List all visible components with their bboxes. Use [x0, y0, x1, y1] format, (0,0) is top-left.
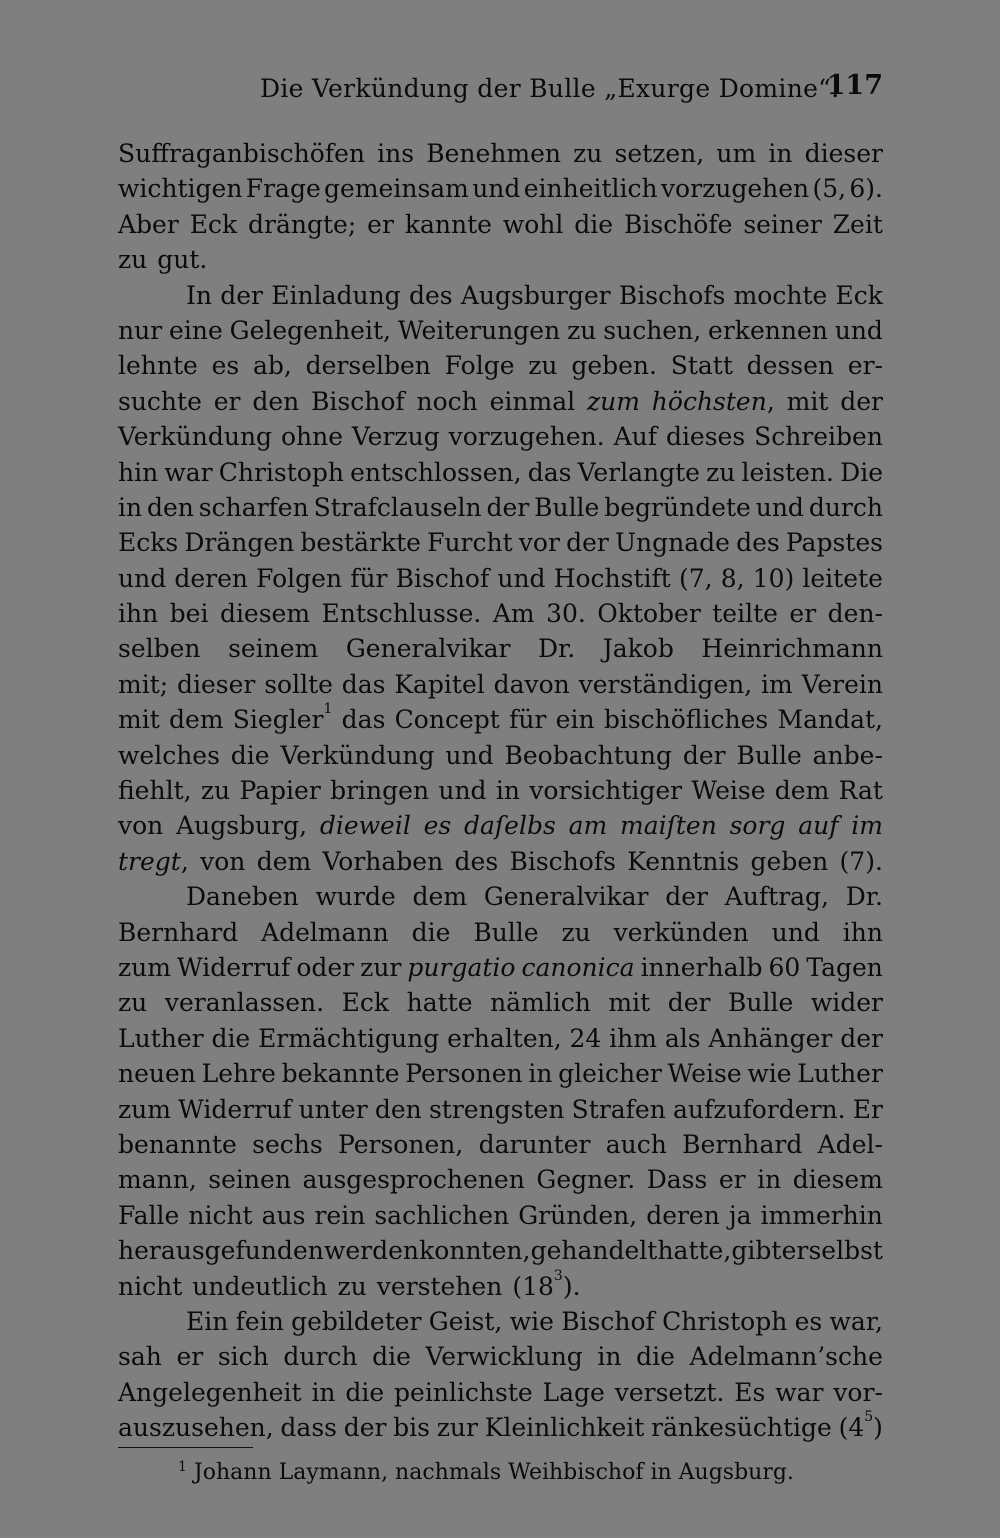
- text-line: mann, seinen ausgesprochenen Gegner. Dass er in diesem: [118, 1165, 883, 1195]
- footnote-marker: 1: [178, 1459, 187, 1475]
- body-text: [118, 136, 883, 1445]
- text-line: neuen Lehre bekannte Personen in gleicher Weise wie Luther: [118, 1059, 883, 1089]
- text-line: selben seinem Generalvikar Dr. Jakob Heinrichmann: [118, 634, 883, 664]
- text-line: tregt, von dem Vorhaben des Bischofs Kenntnis geben (7).: [118, 846, 883, 876]
- text-line: zu gut.: [118, 245, 208, 275]
- text-line: wichtigen Frage gemeinsam und einheitlich vorzugehen (5, 6).: [118, 174, 883, 204]
- text-line: Luther die Ermächtigung erhalten, 24 ihm als Anhänger der: [118, 1023, 883, 1053]
- text-line: Angelegenheit in die peinlichste Lage versetzt. Es war vor-: [118, 1377, 883, 1407]
- text-line: Ecks Drängen bestärkte Furcht vor der Ungnade des Papstes: [118, 528, 883, 558]
- text-line: von Augsburg, dieweil es daſelbs am maiſten sorg auf im: [118, 811, 883, 841]
- page-number: 117: [826, 70, 883, 101]
- text-line: Aber Eck drängte; er kannte wohl die Bischöfe seiner Zeit: [118, 209, 883, 239]
- footnote-separator: [118, 1447, 253, 1448]
- text-line: fiehlt, zu Papier bringen und in vorsichtiger Weise dem Rat: [118, 776, 883, 806]
- text-line: Ein fein gebildeter Geist, wie Bischof Christoph es war,: [186, 1306, 883, 1336]
- text-line: Suffraganbischöfen ins Benehmen zu setzen, um in dieser: [118, 139, 883, 168]
- footnote: [178, 1460, 794, 1485]
- text-line: zu veranlassen. Eck hatte nämlich mit der Bulle wider: [118, 988, 883, 1018]
- text-line: sah er sich durch die Verwicklung in die Adelmann’sche: [118, 1342, 883, 1372]
- text-line: ihn bei diesem Entschlusse. Am 30. Oktober teilte er den-: [118, 599, 883, 629]
- text-line: mit dem Siegler$^1$ das Concept für ein bischöfliches Mandat,: [118, 701, 883, 735]
- text-line: auszusehen, dass der bis zur Kleinlichkeit ränkesüchtige $(4^5)$: [118, 1409, 883, 1443]
- text-line: in den scharfen Strafclauseln der Bulle begründete und durch: [118, 492, 883, 522]
- running-title: Die Verkündung der Bulle „Exurge Domine“.: [260, 74, 840, 103]
- text-line: lehnte es ab, derselben Folge zu geben. Statt dessen er-: [118, 351, 883, 381]
- footnote-text: Johann Laymann, nachmals Weihbischof in Augsburg.: [193, 1460, 794, 1485]
- text-line: Bernhard Adelmann die Bulle zu verkünden und ihn: [118, 917, 883, 947]
- text-line: In der Einladung des Augsburger Bischofs mochte Eck: [186, 280, 883, 310]
- text-line: Verkündung ohne Verzug vorzugehen. Auf dieses Schreiben: [118, 422, 883, 452]
- running-head: [118, 70, 883, 114]
- text-line: zum Widerruf unter den strengsten Strafen aufzufordern. Er: [118, 1094, 883, 1124]
- text-line: mit; dieser sollte das Kapitel davon verständigen, im Verein: [118, 669, 883, 699]
- text-line: zum Widerruf oder zur purgatio canonica innerhalb 60 Tagen: [118, 952, 883, 982]
- text-line: und deren Folgen für Bischof und Hochstift (7, 8, 10) leitete: [118, 563, 883, 593]
- text-line: welches die Verkündung und Beobachtung der Bulle anbe-: [118, 740, 883, 770]
- text-line: Falle nicht aus rein sachlichen Gründen, deren ja immerhin: [118, 1200, 883, 1230]
- text-line: Daneben wurde dem Generalvikar der Auftrag, Dr.: [186, 882, 883, 912]
- text-line: suchte er den Bischof noch einmal zum höchsten, mit der: [118, 386, 883, 416]
- text-line: nicht undeutlich zu verstehen $(18^3)$.: [118, 1267, 581, 1301]
- text-line: hin war Christoph entschlossen, das Verlangte zu leisten. Die: [118, 457, 883, 487]
- text-line: nur eine Gelegenheit, Weiterungen zu suchen, erkennen und: [118, 315, 883, 345]
- text-line: herausgefunden werden konnten, gehandelt hatte, gibt er selbst: [118, 1236, 883, 1266]
- text-line: benannte sechs Personen, darunter auch Bernhard Adel-: [118, 1129, 883, 1159]
